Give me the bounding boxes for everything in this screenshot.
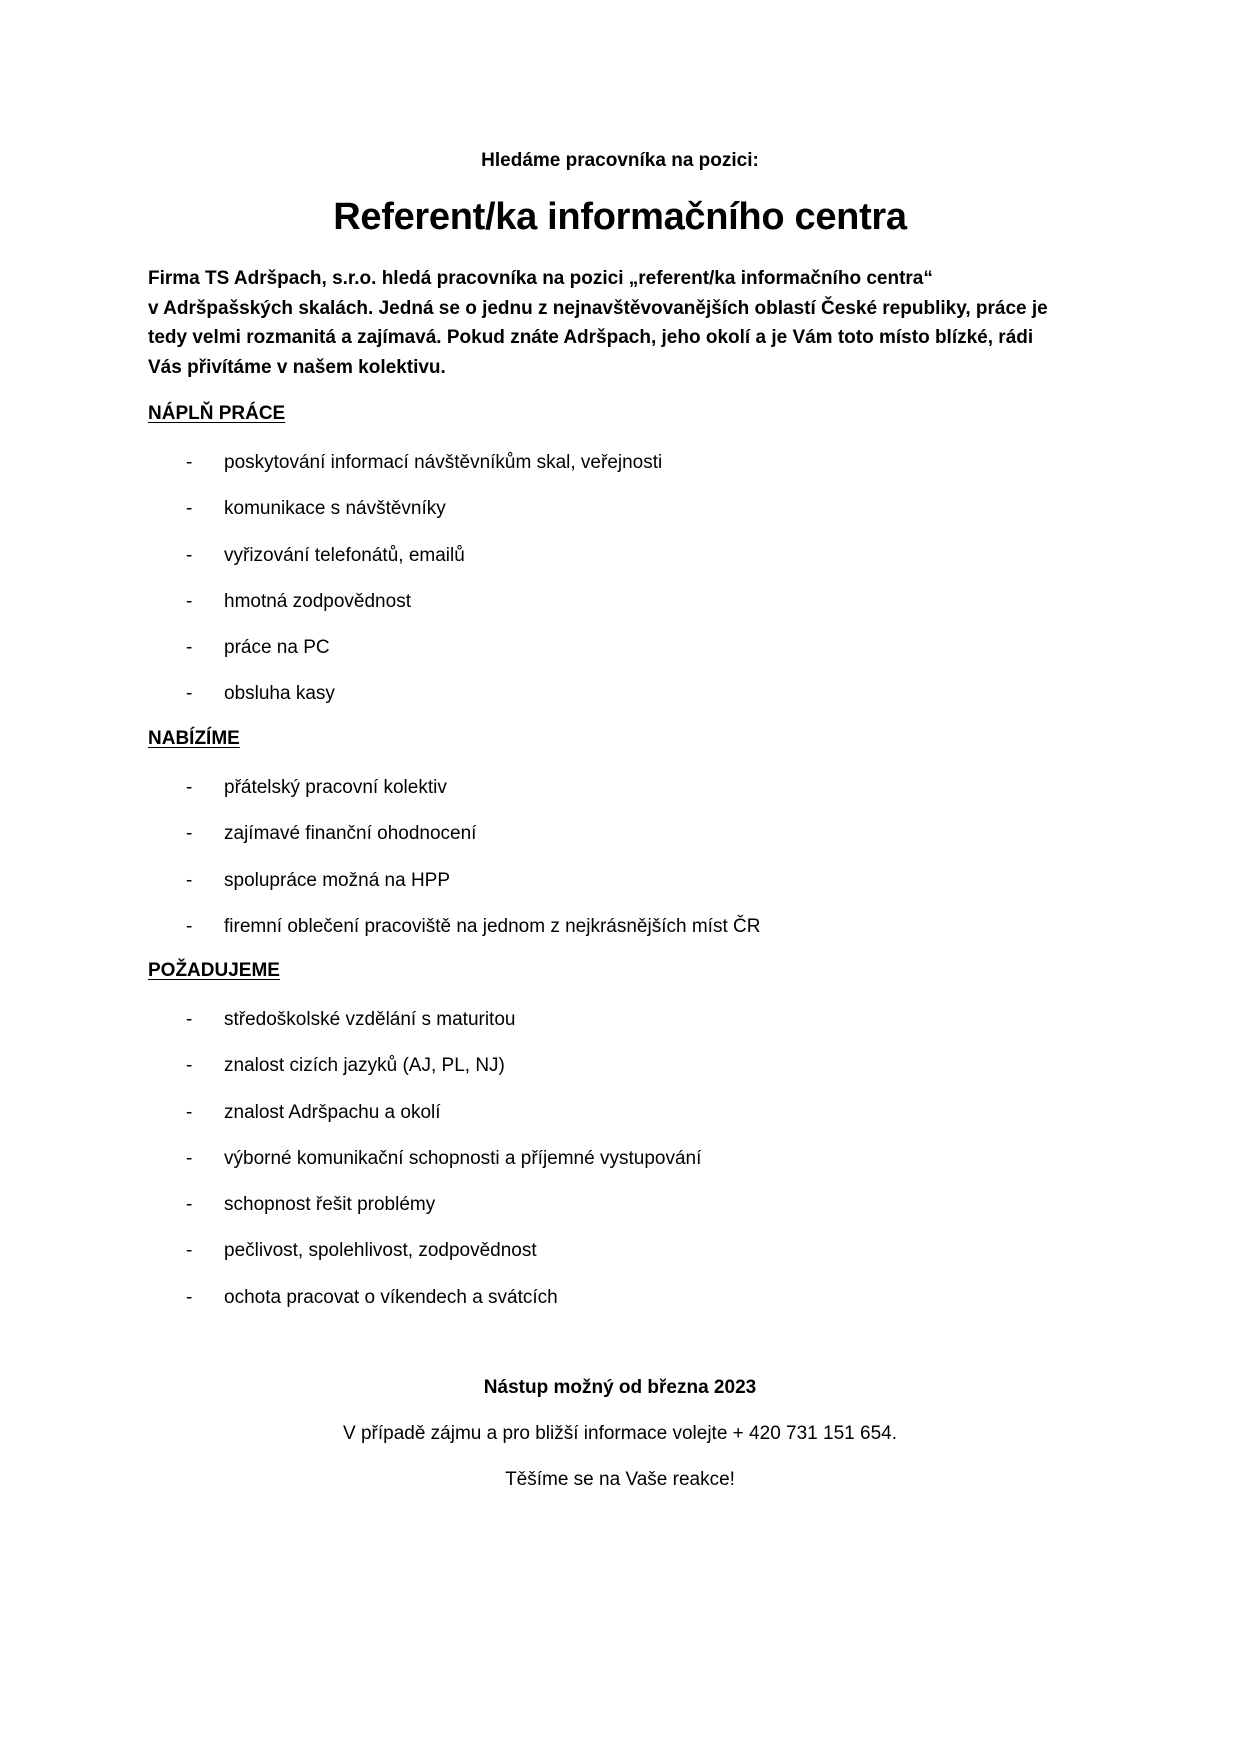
start-date: Nástup možný od března 2023 — [483, 1377, 757, 1398]
list-item — [148, 496, 662, 542]
intro-line: v Adršpašských skalách. Jedná se o jednu z nejnavštěvovanějších oblastí České republiky, práce je — [148, 297, 1048, 319]
list-item — [148, 1100, 701, 1146]
list-item-text: znalost Adršpachu a okolí — [224, 1101, 441, 1123]
dash-bullet: - — [186, 1286, 193, 1308]
dash-bullet: - — [186, 1240, 193, 1262]
list-item — [148, 914, 760, 960]
dash-bullet: - — [186, 1194, 193, 1216]
offer-list — [148, 775, 760, 960]
dash-bullet: - — [186, 1147, 193, 1169]
dash-bullet: - — [186, 1055, 193, 1077]
list-item-text: firemní oblečení pracoviště na jednom z nejkrásnějších míst ČR — [224, 915, 761, 937]
list-item-text: práce na PC — [224, 637, 330, 659]
list-item — [148, 775, 760, 821]
list-item — [148, 868, 760, 914]
section-heading-requirements: POŽADUJEME — [148, 960, 280, 981]
list-item — [148, 1053, 701, 1099]
list-item-text: schopnost řešit problémy — [224, 1194, 436, 1216]
list-item — [148, 1146, 701, 1192]
list-item-text: vyřizování telefonátů, emailů — [224, 544, 465, 566]
list-item-text: výborné komunikační schopnosti a příjemné vystupování — [224, 1147, 702, 1169]
requirements-list — [148, 1007, 701, 1331]
list-item-text: ochota pracovat o víkendech a svátcích — [224, 1286, 558, 1308]
dash-bullet: - — [186, 498, 193, 520]
dash-bullet: - — [186, 683, 193, 705]
list-item — [148, 589, 662, 635]
dash-bullet: - — [186, 869, 193, 891]
pre-title: Hledáme pracovníka na pozici: — [481, 150, 759, 171]
contact-info: V případě zájmu a pro bližší informace volejte + 420 731 151 654. — [343, 1423, 897, 1444]
duties-list — [148, 450, 662, 728]
list-item — [148, 681, 662, 727]
list-item-text: zajímavé finanční ohodnocení — [224, 823, 477, 845]
list-item-text: komunikace s návštěvníky — [224, 498, 446, 520]
intro-line: tedy velmi rozmanitá a zajímavá. Pokud znáte Adršpach, jeho okolí a je Vám toto místo blízké, rádi — [148, 327, 1034, 348]
list-item — [148, 821, 760, 867]
list-item-text: přátelský pracovní kolektiv — [224, 777, 447, 798]
dash-bullet: - — [186, 1101, 193, 1123]
list-item — [148, 450, 662, 496]
list-item-text: středoškolské vzdělání s maturitou — [224, 1009, 516, 1030]
dash-bullet: - — [186, 823, 193, 845]
dash-bullet: - — [186, 637, 193, 659]
dash-bullet: - — [186, 1009, 193, 1030]
list-item-text: poskytování informací návštěvníkům skal, veřejnosti — [224, 452, 663, 473]
dash-bullet: - — [186, 777, 193, 798]
section-heading-offer: NABÍZÍME — [148, 728, 240, 749]
dash-bullet: - — [186, 544, 193, 566]
intro-line: Vás přivítáme v našem kolektivu. — [148, 356, 446, 378]
dash-bullet: - — [186, 452, 193, 473]
section-heading-duties: NÁPLŇ PRÁCE — [148, 403, 286, 424]
list-item — [148, 1192, 701, 1238]
intro-line: Firma TS Adršpach, s.r.o. hledá pracovníka na pozici „referent/ka informačního centra“ — [148, 268, 933, 289]
list-item — [148, 1285, 701, 1331]
list-item-text: znalost cizích jazyků (AJ, PL, NJ) — [224, 1055, 505, 1077]
list-item-text: obsluha kasy — [224, 683, 335, 705]
list-item — [148, 1238, 701, 1284]
list-item — [148, 543, 662, 589]
closing-line: Těšíme se na Vaše reakce! — [505, 1469, 735, 1490]
list-item — [148, 635, 662, 681]
list-item-text: hmotná zodpovědnost — [224, 590, 411, 612]
page-title: Referent/ka informačního centra — [333, 196, 907, 238]
list-item — [148, 1007, 701, 1053]
dash-bullet: - — [186, 590, 193, 612]
list-item-text: spolupráce možná na HPP — [224, 869, 451, 891]
intro-paragraph — [148, 264, 1098, 382]
list-item-text: pečlivost, spolehlivost, zodpovědnost — [224, 1240, 537, 1262]
dash-bullet: - — [186, 915, 193, 937]
